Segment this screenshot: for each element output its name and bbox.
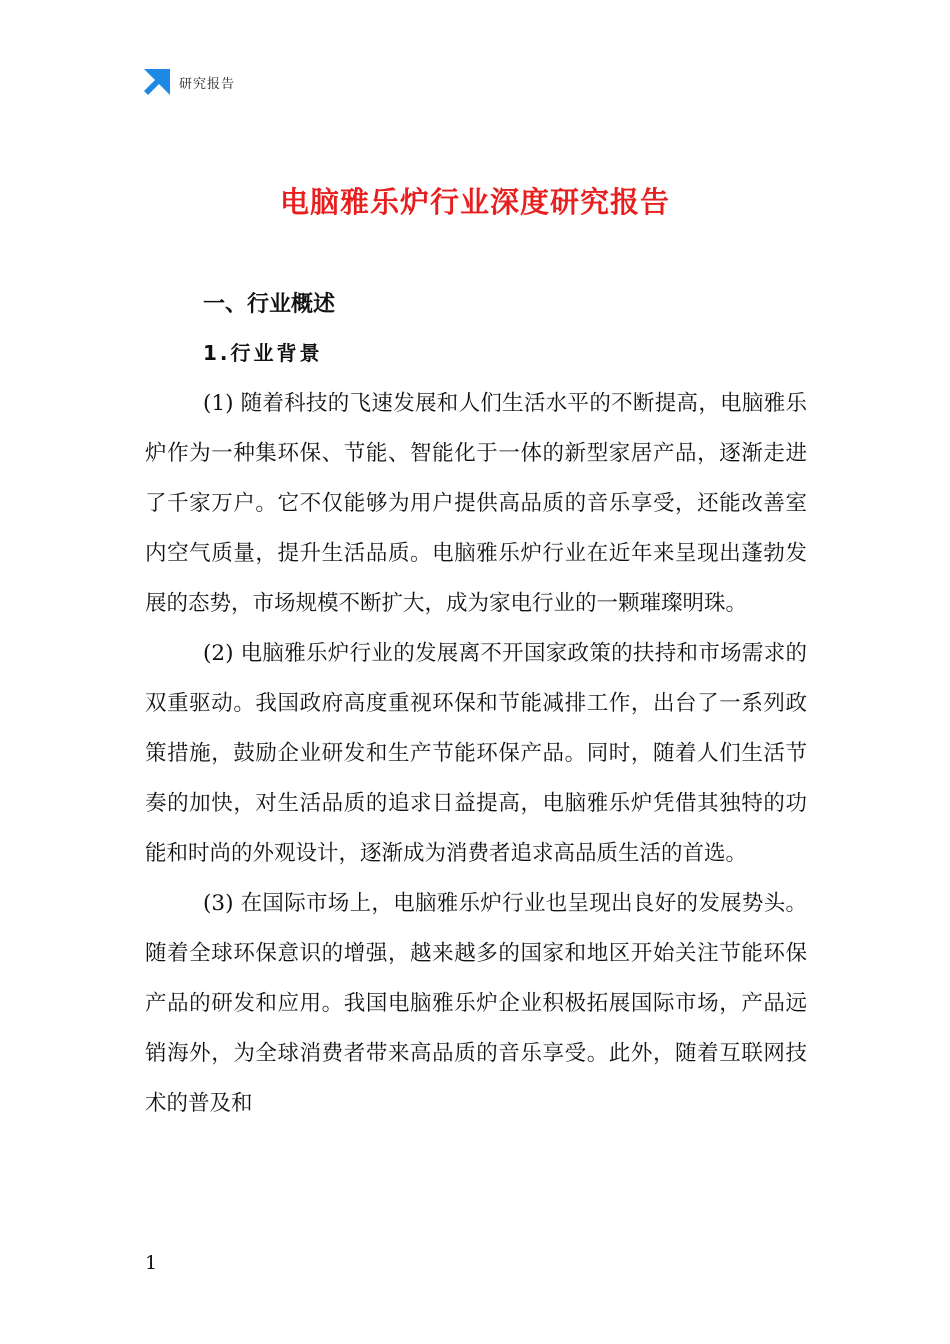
report-header — [144, 68, 235, 96]
section-heading: 一、行业概述 — [203, 292, 336, 317]
sub-heading: 1.行业背景 — [203, 341, 323, 365]
paragraph-1: (1) 随着科技的飞速发展和人们生活水平的不断提高，电脑雅乐炉作为一种集环保、节能、智能化于一体的新型家居产品，逐渐走进了千家万户。它不仅能够为用户提供高品质的音乐享受，还能改善室内空气质量，提升生活品质。电脑雅乐炉行业在近年来呈现出蓬勃发展的态势，市场规模不断扩大，成为家电行业的一颗璀璨明珠。 — [145, 391, 807, 616]
paragraph-2: (2) 电脑雅乐炉行业的发展离不开国家政策的扶持和市场需求的双重驱动。我国政府高度重视环保和节能减排工作，出台了一系列政策措施，鼓励企业研发和生产节能环保产品。同时，随着人们生活节奏的加快，对生活品质的追求日益提高，电脑雅乐炉凭借其独特的功能和时尚的外观设计，逐渐成为消费者追求高品质生活的首选。 — [145, 641, 807, 866]
paragraph-3: (3) 在国际市场上，电脑雅乐炉行业也呈现出良好的发展势头。随着全球环保意识的增强，越来越多的国家和地区开始关注节能环保产品的研发和应用。我国电脑雅乐炉企业积极拓展国际市场，产品远销海外，为全球消费者带来高品质的音乐享受。此外，随着互联网技术的普及和 — [145, 891, 807, 1116]
arrow-logo-icon — [144, 69, 170, 95]
header-label: 研究报告 — [179, 76, 236, 92]
body-text — [145, 379, 807, 1129]
document-title: 电脑雅乐炉行业深度研究报告 — [279, 185, 670, 219]
page-number: 1 — [145, 1252, 158, 1274]
